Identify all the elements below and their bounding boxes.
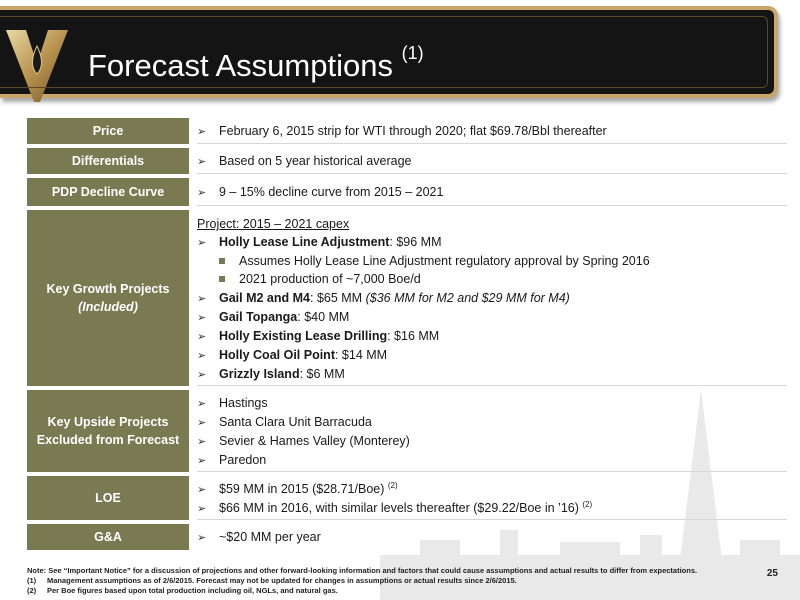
arrow-bullet-icon: ➢ (197, 312, 207, 324)
list-item: ➢ Holly Lease Line Adjustment: $96 MM (197, 235, 442, 249)
page-number: 25 (766, 568, 778, 579)
footnotes (27, 566, 697, 596)
list-item: ➢ 9 – 15% decline curve from 2015 – 2021 (197, 185, 444, 199)
arrow-bullet-icon: ➢ (197, 237, 207, 249)
list-item: ➢ Grizzly Island: $6 MM (197, 367, 345, 381)
arrow-bullet-icon: ➢ (197, 156, 207, 168)
square-bullet-icon (219, 258, 225, 264)
row-label: PDP Decline Curve (27, 178, 189, 206)
list-item: ➢ $66 MM in 2016, with similar levels thereafter ($29.22/Boe in ’16) $^{(2)}$ (197, 500, 593, 515)
row-label: Key Growth Projects (Included) (27, 210, 189, 386)
list-item: ➢ Based on 5 year historical average (197, 154, 412, 168)
arrow-bullet-icon: ➢ (197, 369, 207, 381)
header-banner (0, 6, 778, 98)
list-item: ➢ $59 MM in 2015 ($28.71/Boe) $^{(2)}$ (197, 481, 398, 496)
list-item: ➢ Gail M2 and M4: $65 MM ($36 MM for M2 and $29 MM for M4) (197, 291, 570, 305)
row-label: LOE (27, 476, 189, 520)
arrow-bullet-icon: ➢ (197, 126, 207, 138)
arrow-bullet-icon: ➢ (197, 503, 207, 515)
row-label: Differentials (27, 148, 189, 174)
footnote-1: (1) Management assumptions as of 2/6/2015. Forecast may not be updated for changes in assumptions or actual results since 2/6/2015. (27, 576, 517, 585)
arrow-bullet-icon: ➢ (197, 398, 207, 410)
list-item: ➢ ~$20 MM per year (197, 530, 321, 544)
list-item: ➢ Santa Clara Unit Barracuda (197, 415, 372, 429)
list-item: ➢ February 6, 2015 strip for WTI through 2020; flat $69.78/Bbl thereafter (197, 124, 607, 138)
arrow-bullet-icon: ➢ (197, 436, 207, 448)
arrow-bullet-icon: ➢ (197, 417, 207, 429)
list-item: ➢ Paredon (197, 453, 267, 467)
footnote-2: (2) Per Boe figures based upon total production including oil, NGLs, and natural gas. (27, 586, 338, 595)
page-title: Forecast Assumptions $^{(1)}$ (88, 42, 424, 83)
list-item: ➢ Gail Topanga: $40 MM (197, 310, 350, 324)
list-item: Assumes Holly Lease Line Adjustment regulatory approval by Spring 2016 (197, 254, 650, 268)
arrow-bullet-icon: ➢ (197, 187, 207, 199)
list-item: ➢ Holly Coal Oil Point: $14 MM (197, 348, 388, 362)
list-item: ➢ Sevier & Hames Valley (Monterey) (197, 434, 410, 448)
arrow-bullet-icon: ➢ (197, 455, 207, 467)
row-label: Key Upside Projects Excluded from Forecast (27, 390, 189, 472)
arrow-bullet-icon: ➢ (197, 293, 207, 305)
project-heading: Project: 2015 – 2021 capex (197, 217, 350, 231)
arrow-bullet-icon: ➢ (197, 331, 207, 343)
list-item: ➢ Hastings (197, 396, 268, 410)
row-label: Price (27, 118, 189, 144)
square-bullet-icon (219, 276, 225, 282)
list-item: ➢ Holly Existing Lease Drilling: $16 MM (197, 329, 440, 343)
list-item: 2021 production of ~7,000 Boe/d (197, 272, 421, 286)
footnote-note: Note: See “Important Notice” for a discussion of projections and other forward-looking information and factors that could cause assumptions and actual results to differ from expectations. (27, 566, 698, 575)
company-logo-icon (4, 24, 70, 104)
arrow-bullet-icon: ➢ (197, 532, 207, 544)
arrow-bullet-icon: ➢ (197, 350, 207, 362)
row-label: G&A (27, 524, 189, 550)
arrow-bullet-icon: ➢ (197, 484, 207, 496)
